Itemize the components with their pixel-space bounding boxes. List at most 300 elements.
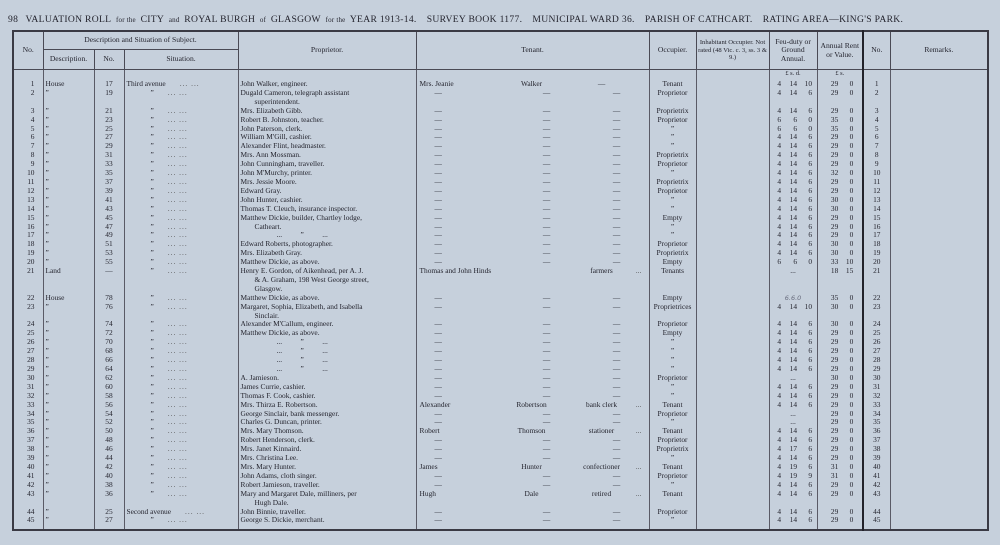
leader-dots: ... — [635, 461, 642, 471]
row-annual-value — [817, 356, 863, 365]
situation-text: ” — [150, 150, 154, 160]
leader-dots: ... ... — [167, 515, 188, 525]
row-remarks — [890, 258, 988, 267]
proprietor-line: A. Jamieson. — [240, 372, 279, 382]
tenant-first-name: — — [434, 355, 442, 365]
row-street-number: 19 — [94, 89, 124, 107]
situation-text: ” — [150, 176, 154, 186]
shillings: 14 — [789, 355, 798, 365]
row-inhabitant-occupier — [696, 240, 769, 249]
row-inhabitant-occupier — [696, 249, 769, 258]
shillings: 19 — [789, 470, 798, 480]
row-annual-value — [817, 472, 863, 481]
survey-book: SURVEY BOOK 1177. — [426, 14, 523, 25]
shillings: 0 — [849, 346, 854, 356]
table-row — [13, 187, 988, 196]
tenant-occupation: bank clerk — [586, 399, 618, 409]
annual-value-amount — [820, 267, 861, 276]
tenant-occupation: — — [612, 87, 621, 97]
shillings: 17 — [789, 444, 798, 454]
shillings: 0 — [849, 381, 854, 391]
leader-dots: ... ... — [167, 319, 188, 329]
row-number: 32 — [13, 392, 43, 401]
row-description: ” — [43, 142, 94, 151]
pounds: 32 — [830, 168, 839, 178]
row-number: 33 — [13, 401, 43, 410]
shillings: 0 — [849, 390, 854, 400]
row-occupier: Proprietor — [649, 89, 696, 107]
tenant-occupation: — — [612, 479, 621, 489]
proprietor-line: ... ” ... — [276, 230, 328, 240]
pounds: 29 — [830, 79, 839, 88]
pounds: 4 — [777, 221, 782, 231]
row-annual-value — [817, 454, 863, 463]
leader-dots: ... ... — [167, 257, 188, 267]
annual-value-amount — [820, 116, 861, 125]
tenant-occupation: stationer — [588, 426, 615, 436]
pence: 6 — [808, 168, 813, 178]
row-number-right: 6 — [863, 133, 890, 142]
pence: 0 — [808, 114, 813, 124]
pounds: 29 — [830, 230, 839, 240]
row-description: ” — [43, 240, 94, 249]
row-tenant — [416, 267, 649, 294]
row-occupier: ” — [649, 516, 696, 530]
tenant-first-name: — — [434, 248, 442, 258]
row-situation — [124, 490, 238, 508]
row-street-number: 35 — [94, 169, 124, 178]
shillings: 14 — [789, 399, 798, 409]
row-inhabitant-occupier — [696, 463, 769, 472]
annual-value-amount — [820, 89, 861, 98]
row-description: Land — [43, 267, 94, 294]
shillings: 6 — [793, 123, 798, 133]
feu-duty-amount — [772, 490, 815, 499]
table-row — [13, 329, 988, 338]
row-inhabitant-occupier — [696, 427, 769, 436]
shillings: 0 — [849, 319, 854, 329]
row-situation — [124, 267, 238, 294]
row-number: 25 — [13, 329, 43, 338]
annual-value-amount — [820, 196, 861, 205]
row-inhabitant-occupier — [696, 472, 769, 481]
row-description: ” — [43, 160, 94, 169]
proprietor-line: Thomas F. Cook, cashier. — [240, 390, 316, 400]
pounds: 4 — [777, 337, 782, 347]
situation-text: ” — [150, 453, 154, 463]
row-remarks — [890, 169, 988, 178]
annual-value-amount — [820, 329, 861, 338]
municipal-ward: MUNICIPAL WARD 36. — [532, 14, 635, 25]
row-inhabitant-occupier — [696, 454, 769, 463]
row-street-number: — — [94, 267, 124, 294]
annual-value-amount — [820, 205, 861, 214]
row-remarks — [890, 481, 988, 490]
col-description: Description. — [43, 50, 94, 70]
table-row — [13, 240, 988, 249]
proprietor-line: Glasgow. — [254, 283, 283, 293]
table-row — [13, 427, 988, 436]
shillings: 14 — [789, 159, 798, 169]
shillings: 0 — [849, 399, 854, 409]
pounds: 6 — [777, 114, 782, 124]
row-annual-value — [817, 294, 863, 303]
row-occupier: Empty — [649, 258, 696, 267]
pence: 6 — [808, 176, 813, 186]
annual-value-amount — [820, 80, 861, 89]
annual-value-amount — [820, 374, 861, 383]
pounds: 29 — [830, 390, 839, 400]
proprietor-line: John Hunter, cashier. — [240, 194, 303, 204]
row-inhabitant-occupier — [696, 347, 769, 356]
row-remarks — [890, 205, 988, 214]
row-remarks — [890, 338, 988, 347]
pounds: 29 — [830, 364, 839, 373]
shillings: 14 — [789, 203, 798, 213]
row-occupier: Tenant — [649, 427, 696, 436]
feu-units: £ s. d. — [769, 70, 817, 81]
row-number: 27 — [13, 347, 43, 356]
row-annual-value — [817, 410, 863, 419]
row-number-right: 30 — [863, 374, 890, 383]
row-inhabitant-occupier — [696, 187, 769, 196]
proprietor-line: Hugh Dale. — [254, 497, 289, 507]
col-number: No. — [94, 50, 124, 70]
row-description: ” — [43, 463, 94, 472]
shillings: 6 — [793, 257, 798, 267]
shillings: 14 — [789, 221, 798, 231]
row-annual-value — [817, 151, 863, 160]
tenant-first-name: — — [434, 203, 442, 213]
row-number-right: 25 — [863, 329, 890, 338]
row-number: 40 — [13, 463, 43, 472]
pounds: 30 — [830, 203, 839, 213]
row-inhabitant-occupier — [696, 125, 769, 134]
pence: 6 — [808, 381, 813, 391]
proprietor-line: Charles G. Duncan, printer. — [240, 417, 322, 427]
row-street-number: 76 — [94, 303, 124, 321]
shillings: 0 — [849, 435, 854, 445]
row-annual-value — [817, 347, 863, 356]
row-occupier: Tenant — [649, 80, 696, 89]
pence: 6 — [808, 346, 813, 356]
tenant-surname: — — [542, 381, 551, 391]
tenant-occupation: — — [612, 203, 621, 213]
page-number: 98 — [8, 14, 19, 25]
row-number-right: 4 — [863, 116, 890, 125]
table-row — [13, 320, 988, 329]
situation-text: ” — [150, 141, 154, 151]
row-annual-value — [817, 267, 863, 294]
tenant-occupation: — — [612, 346, 621, 356]
row-remarks — [890, 223, 988, 232]
annual-value-amount — [820, 178, 861, 187]
row-annual-value — [817, 490, 863, 508]
leader-dots: ... ... — [167, 105, 188, 115]
table-row — [13, 142, 988, 151]
tenant-surname: — — [542, 364, 551, 373]
row-number: 41 — [13, 472, 43, 481]
shillings: 14 — [789, 79, 798, 88]
proprietor-line: Matthew Dickie, as above. — [240, 257, 320, 267]
title-text: for the — [325, 16, 346, 24]
tenant-surname: — — [542, 506, 551, 516]
row-annual-value — [817, 365, 863, 374]
pounds: 35 — [830, 123, 839, 133]
shillings: 0 — [849, 141, 854, 151]
tenant-surname: Hunter — [521, 461, 542, 471]
tenant-surname: — — [542, 435, 551, 445]
annual-value-amount — [820, 508, 861, 517]
proprietor-line: Alexander M'Callum, engineer. — [240, 319, 334, 329]
annual-value-amount — [820, 392, 861, 401]
row-number-right: 5 — [863, 125, 890, 134]
table-row — [13, 445, 988, 454]
pounds: 29 — [830, 381, 839, 391]
pounds: 33 — [830, 257, 839, 267]
annual-value-amount — [820, 214, 861, 223]
pounds: 4 — [777, 399, 782, 409]
row-number-right: 45 — [863, 516, 890, 530]
annual-value-amount — [820, 142, 861, 151]
proprietor-line: ... ” ... — [276, 337, 328, 347]
pounds: 29 — [830, 141, 839, 151]
proprietor-line: Robert B. Johnston, teacher. — [240, 114, 324, 124]
leader-dots: ... ... — [167, 203, 188, 213]
tenant-surname: — — [542, 194, 551, 204]
annual-value-amount — [820, 125, 861, 134]
row-number-right: 8 — [863, 151, 890, 160]
row-annual-value — [817, 374, 863, 383]
row-occupier: Proprietor — [649, 472, 696, 481]
row-annual-value — [817, 107, 863, 116]
shillings: 0 — [849, 150, 854, 160]
row-occupier: Proprietor — [649, 508, 696, 517]
row-annual-value — [817, 160, 863, 169]
annual-value-amount — [820, 490, 861, 499]
row-annual-value — [817, 508, 863, 517]
row-street-number: 17 — [94, 80, 124, 89]
tenant-first-name: — — [434, 506, 442, 516]
shillings: 0 — [849, 239, 854, 249]
row-inhabitant-occupier — [696, 329, 769, 338]
row-number: 6 — [13, 133, 43, 142]
row-description: ” — [43, 329, 94, 338]
row-annual-value — [817, 338, 863, 347]
tenant-occupation: — — [597, 79, 606, 88]
tenant-occupation: — — [612, 176, 621, 186]
col-feu-duty: Feu-duty or Ground Annual. — [769, 31, 817, 70]
annual-value-amount — [820, 249, 861, 258]
proprietor-line: Mrs. Mary Thomson. — [240, 426, 304, 436]
tenant-surname: — — [542, 453, 551, 463]
table-row — [13, 374, 988, 383]
row-description: ” — [43, 303, 94, 321]
row-remarks — [890, 160, 988, 169]
pounds: 4 — [777, 159, 782, 169]
row-description: ” — [43, 223, 94, 232]
shillings: 0 — [849, 488, 854, 498]
tenant-surname: — — [542, 417, 551, 427]
tenant-first-name: — — [434, 87, 442, 97]
table-row — [13, 454, 988, 463]
row-description: ” — [43, 481, 94, 490]
row-inhabitant-occupier — [696, 320, 769, 329]
row-street-number: 23 — [94, 116, 124, 125]
row-annual-value — [817, 392, 863, 401]
pounds: 4 — [777, 176, 782, 186]
row-annual-value — [817, 196, 863, 205]
tenant-occupation: — — [612, 123, 621, 133]
tenant-surname: — — [542, 515, 551, 525]
tenant-first-name: — — [434, 390, 442, 400]
row-inhabitant-occupier — [696, 445, 769, 454]
row-street-number: 36 — [94, 490, 124, 508]
situation-text: ” — [150, 328, 154, 338]
row-remarks — [890, 436, 988, 445]
shillings: 0 — [849, 355, 854, 365]
leader-dots: ... ... — [167, 123, 188, 133]
situation-text: ” — [150, 488, 154, 498]
tenant-occupation: — — [612, 230, 621, 240]
row-annual-value — [817, 133, 863, 142]
tenant-first-name: — — [434, 257, 442, 267]
pence: 6 — [808, 150, 813, 160]
row-tenant — [416, 490, 649, 508]
row-street-number: 62 — [94, 374, 124, 383]
row-street-number: 66 — [94, 356, 124, 365]
proprietor-line: & A. Graham, 198 West George street, — [254, 274, 369, 284]
shillings: 14 — [789, 319, 798, 329]
leader-dots: ... ... — [167, 114, 188, 124]
pounds: 35 — [830, 292, 839, 302]
row-annual-value — [817, 214, 863, 223]
pence: 6 — [808, 355, 813, 365]
row-remarks — [890, 508, 988, 517]
pence: 6 — [808, 453, 813, 463]
row-remarks — [890, 187, 988, 196]
tenant-surname: — — [542, 248, 551, 258]
tenant-surname: — — [542, 372, 551, 382]
tenant-surname: — — [542, 328, 551, 338]
row-inhabitant-occupier — [696, 374, 769, 383]
tenant-surname: — — [542, 105, 551, 115]
tenant-surname: — — [542, 479, 551, 489]
situation-text: ” — [150, 337, 154, 347]
row-occupier: Proprietrix — [649, 445, 696, 454]
row-number: 23 — [13, 303, 43, 321]
tenant-surname: — — [542, 355, 551, 365]
proprietor-line: Mrs. Janet Kinnaird. — [240, 444, 302, 454]
pence: 6 — [808, 248, 813, 258]
leader-dots: ... ... — [167, 150, 188, 160]
pounds: 4 — [777, 435, 782, 445]
row-street-number: 42 — [94, 463, 124, 472]
title-text: GLASGOW — [270, 14, 321, 25]
tenant-surname: Walker — [520, 79, 543, 88]
pounds: 29 — [830, 479, 839, 489]
row-description: ” — [43, 436, 94, 445]
leader-dots: ... ... — [167, 337, 188, 347]
pounds: 4 — [777, 194, 782, 204]
pence: 6 — [808, 328, 813, 338]
tenant-occupation: — — [612, 239, 621, 249]
tenant-occupation: — — [612, 301, 621, 311]
shillings: 14 — [789, 328, 798, 338]
shillings: 14 — [789, 132, 798, 142]
tenant-first-name: — — [434, 417, 442, 427]
row-occupier: Empty — [649, 329, 696, 338]
row-inhabitant-occupier — [696, 392, 769, 401]
row-description: ” — [43, 196, 94, 205]
annual-value-amount — [820, 294, 861, 303]
situation-text: ” — [150, 515, 154, 525]
row-remarks — [890, 410, 988, 419]
pounds: 4 — [777, 328, 782, 338]
pence: 6 — [808, 364, 813, 373]
pounds: 29 — [830, 408, 839, 418]
row-description: ” — [43, 151, 94, 160]
row-remarks — [890, 178, 988, 187]
row-street-number: 39 — [94, 187, 124, 196]
row-annual-value — [817, 320, 863, 329]
row-inhabitant-occupier — [696, 142, 769, 151]
table-row — [13, 418, 988, 427]
row-number-right: 2 — [863, 89, 890, 107]
row-description: ” — [43, 178, 94, 187]
row-annual-value — [817, 258, 863, 267]
row-street-number: 41 — [94, 196, 124, 205]
shillings: 0 — [849, 479, 854, 489]
pounds: 30 — [830, 194, 839, 204]
pence: 6 — [808, 426, 813, 436]
table-row — [13, 107, 988, 116]
row-number-right: 21 — [863, 267, 890, 294]
leader-dots: ... ... — [167, 364, 188, 373]
row-number-right: 40 — [863, 463, 890, 472]
leader-dots: ... ... — [167, 292, 188, 302]
tenant-first-name: — — [434, 123, 442, 133]
leader-dots: ... ... — [167, 399, 188, 409]
leader-dots: ... — [635, 399, 642, 409]
row-number: 43 — [13, 490, 43, 508]
row-number: 3 — [13, 107, 43, 116]
pounds: 30 — [830, 319, 839, 329]
leader-dots: ... ... — [167, 266, 188, 276]
pence: 6 — [808, 319, 813, 329]
annual-value-amount — [820, 427, 861, 436]
row-street-number: 46 — [94, 445, 124, 454]
row-number-right: 35 — [863, 418, 890, 427]
row-inhabitant-occupier — [696, 214, 769, 223]
shillings: 15 — [845, 266, 854, 276]
rating-area: RATING AREA—KING'S PARK. — [762, 14, 904, 25]
proprietor-line: Catheart. — [254, 221, 282, 231]
pounds: 29 — [830, 453, 839, 463]
shillings: 6 — [793, 114, 798, 124]
feu-duty-blank: ... — [790, 266, 796, 276]
pence: 6 — [808, 506, 813, 516]
pounds: 29 — [830, 355, 839, 365]
row-description: ” — [43, 356, 94, 365]
tenant-occupation: — — [612, 444, 621, 454]
pounds: 29 — [830, 221, 839, 231]
shillings: 0 — [849, 444, 854, 454]
shillings: 10 — [845, 257, 854, 267]
row-inhabitant-occupier — [696, 107, 769, 116]
pounds: 29 — [830, 87, 839, 97]
row-number-right: 24 — [863, 320, 890, 329]
